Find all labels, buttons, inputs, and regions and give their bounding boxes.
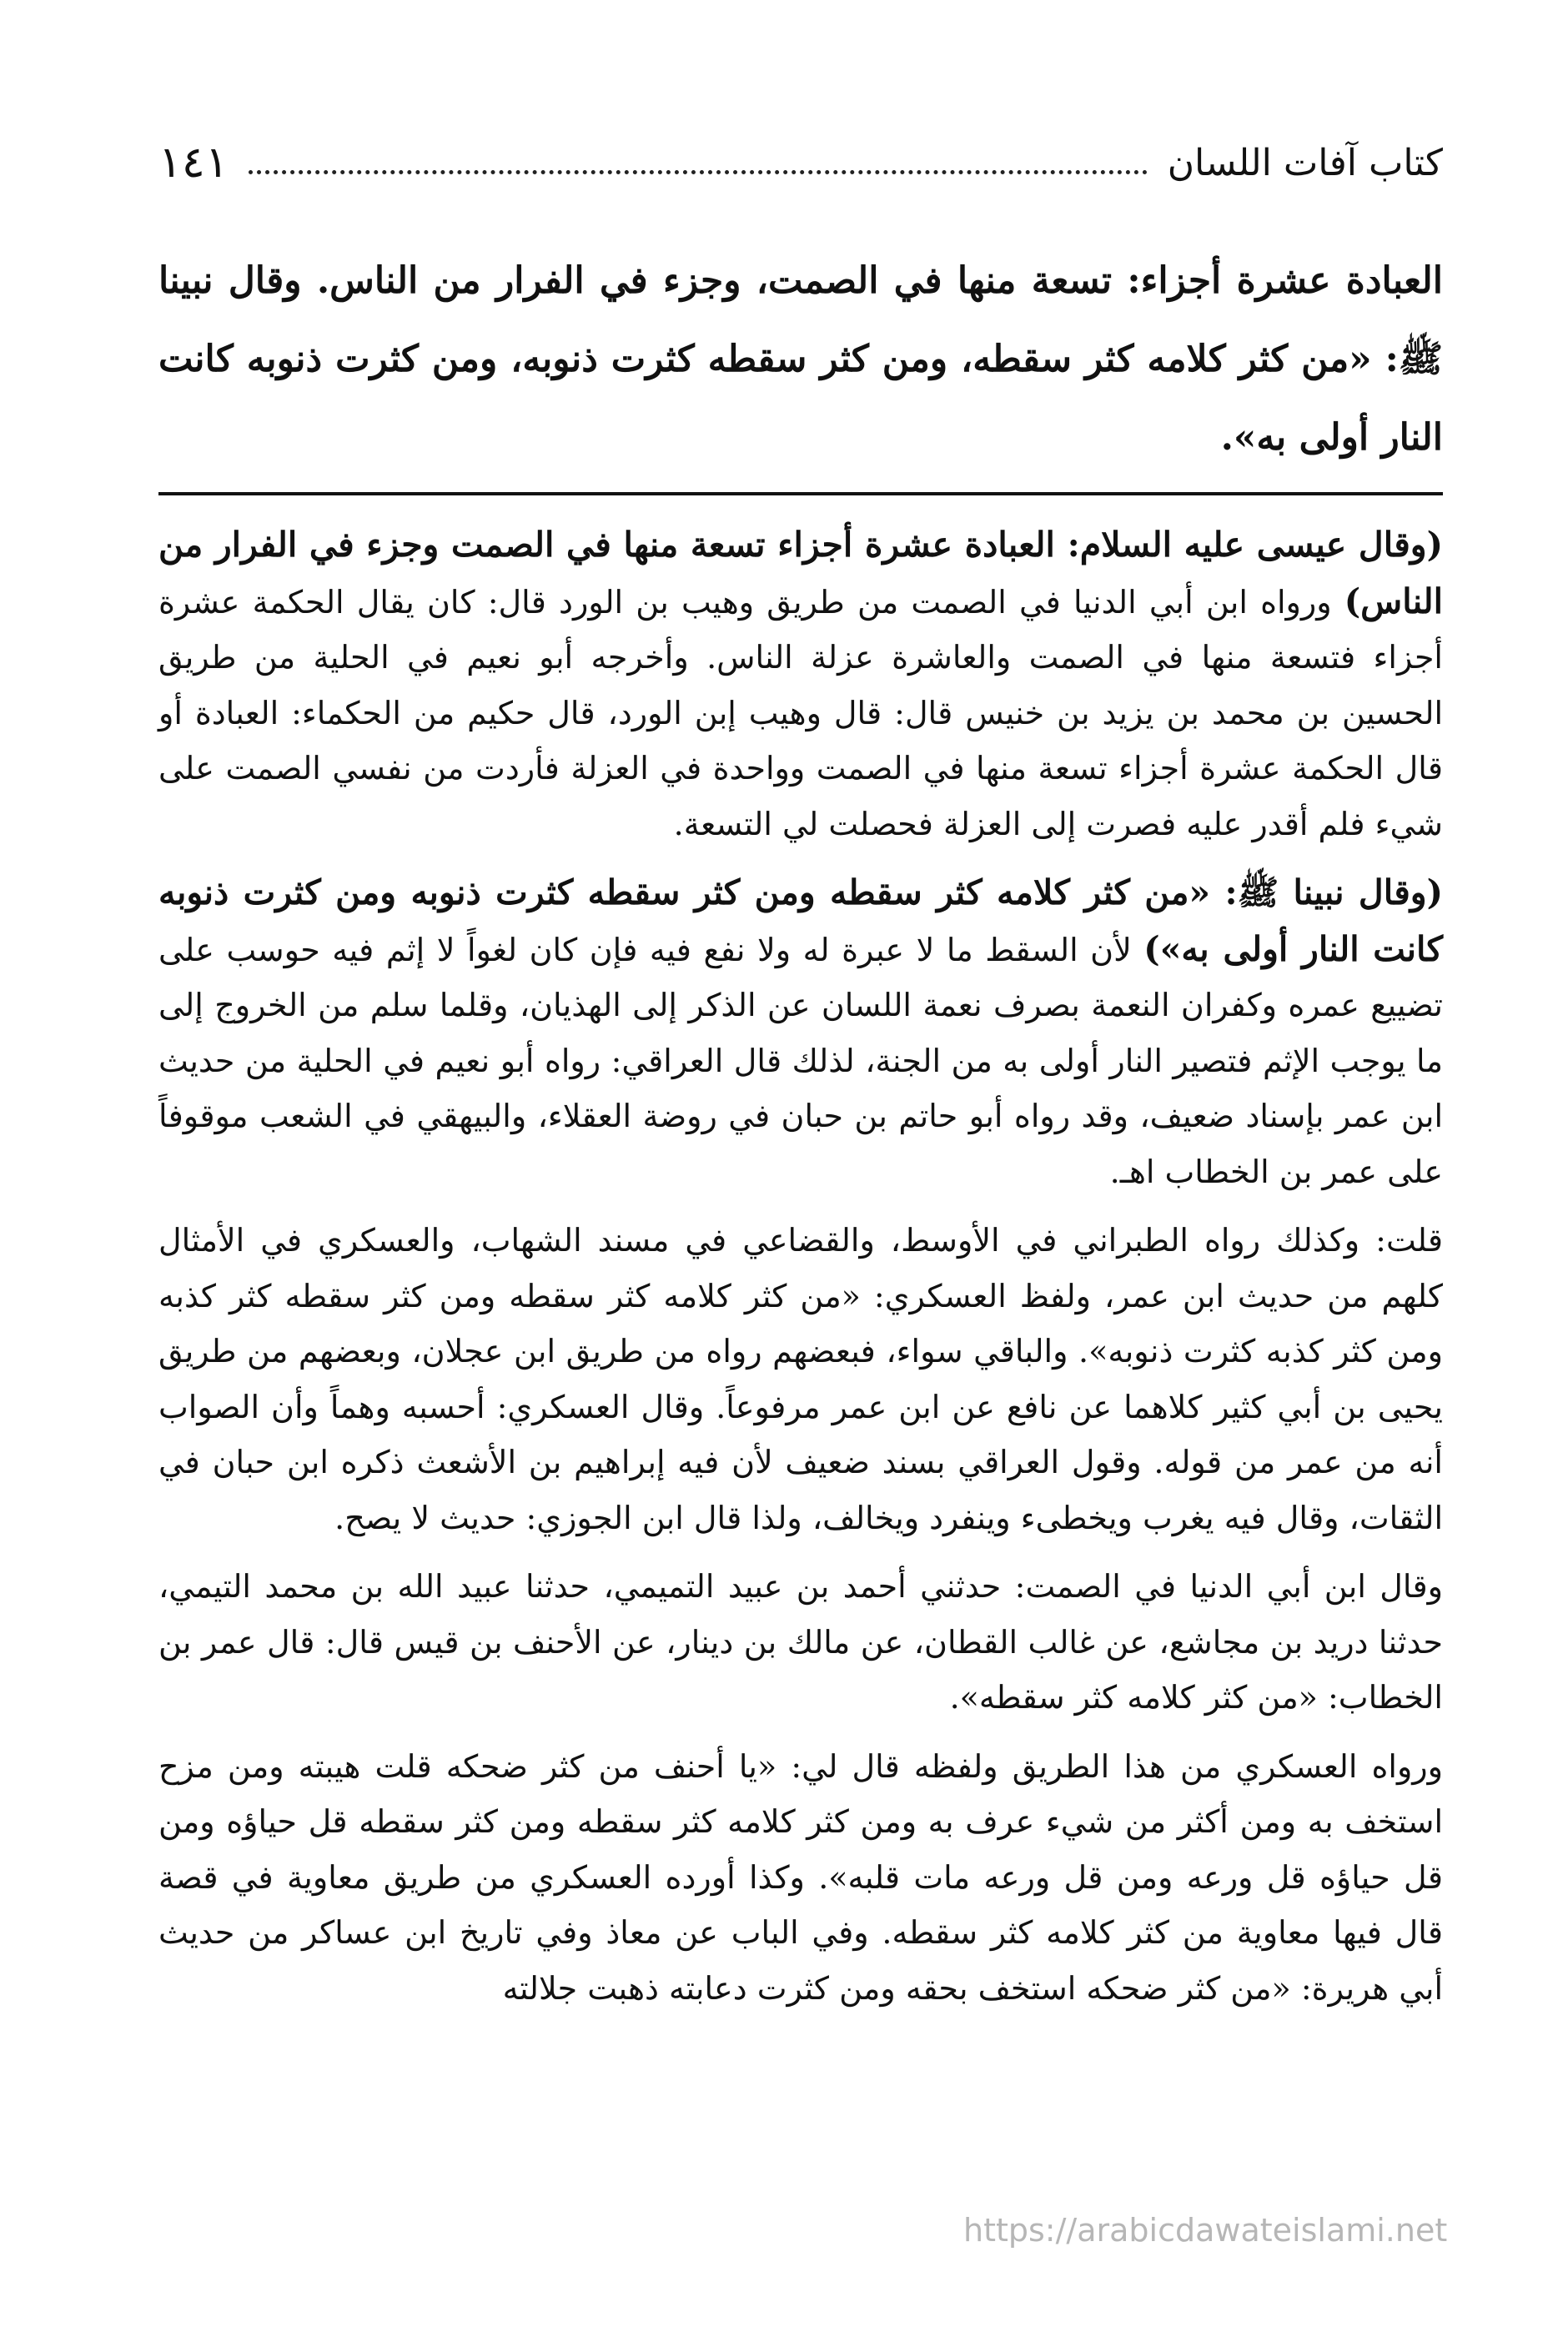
running-title: كتاب آفات اللسان xyxy=(1167,141,1443,184)
running-header xyxy=(158,133,1443,192)
commentary-paragraph: ورواه العسكري من هذا الطريق ولفظه قال لي: «يا أحنف من كثر ضحكه قلت هيبته ومن مزح استخف به ومن أكثر من شيء عرف به ومن كثر كلامه كثر سقطه ومن كثر سقطه قل حياؤه ومن قل حياؤه قل ورعه ومن قل ورعه مات قلبه». وكذا أورده العسكري من طريق معاوية في قصة قال فيها معاوية من كثر كلامه كثر سقطه. وفي الباب عن معاذ وفي تاريخ ابن عساكر من حديث أبي هريرة: «من كثر ضحكه استخف بحقه ومن كثرت دعابته ذهبت جلالته xyxy=(158,1747,1443,2007)
book-page xyxy=(158,117,1443,2319)
commentary xyxy=(158,517,1443,2029)
commentary-paragraph xyxy=(158,865,1443,1199)
main-text: العبادة عشرة أجزاء: تسعة منها في الصمت، وجزء في الفرار من الناس. وقال نبينا ﷺ: «من كثر كلامه كثر سقطه، ومن كثر سقطه كثرت ذنوبه، ومن كثرت ذنوبه كانت النار أولى به». xyxy=(158,259,1443,459)
separator-rule xyxy=(158,492,1443,495)
commentary-text: لأن السقط ما لا عبرة له ولا نفع فيه فإن كان لغواً لا إثم فيه حوسب على تضييع عمره وكفران النعمة بصرف نعمة اللسان عن الذكر إلى الهذيان، وقلما سلم من الخروج إلى ما يوجب الإثم فتصير النار أولى به من الجنة، لذلك قال العراقي: رواه أبو نعيم في الحلية من حديث ابن عمر بإسناد ضعيف، وقد رواه أبو حاتم بن حبان في روضة العقلاء، والبيهقي في الشعب موقوفاً على عمر بن الخطاب اهـ. xyxy=(158,931,1443,1190)
header-dot-leader xyxy=(249,152,1148,174)
quoted-text: (وقال عيسى عليه السلام: العبادة عشرة أجزاء تسعة منها في الصمت وجزء في الفرار من الناس) xyxy=(158,525,1443,621)
commentary-paragraph: وقال ابن أبي الدنيا في الصمت: حدثني أحمد بن عبيد التميمي، حدثنا عبيد الله بن محمد التيمي، حدثنا دريد بن مجاشع، عن غالب القطان، عن مالك بن دينار، عن الأحنف بن قيس قال: قال عمر بن الخطاب: «من كثر كلامه كثر سقطه». xyxy=(158,1568,1443,1716)
watermark-url: https://arabicdawateislami.net xyxy=(963,2212,1448,2249)
commentary-paragraph xyxy=(158,517,1443,852)
commentary-paragraph: قلت: وكذلك رواه الطبراني في الأوسط، والقضاعي في مسند الشهاب، والعسكري في الأمثال كلهم من حديث ابن عمر، ولفظ العسكري: «من كثر كلامه كثر سقطه ومن كثر سقطه كثر كذبه ومن كثر كذبه كثرت ذنوبه». والباقي سواء، فبعضهم رواه من طريق ابن عجلان، وبعضهم من طريق يحيى بن أبي كثير كلاهما عن نافع عن ابن عمر مرفوعاً. وقال العسكري: أحسبه وهماً وأن الصواب أنه من عمر من قوله. وقول العراقي بسند ضعيف لأن فيه إبراهيم بن الأشعث ذكره ابن حبان في الثقات، وقال فيه يغرب ويخطىء وينفرد ويخالف، ولذا قال ابن الجوزي: حديث لا يصح. xyxy=(158,1222,1443,1536)
page-number: ١٤١ xyxy=(158,138,229,188)
commentary-text: ورواه ابن أبي الدنيا في الصمت من طريق وهيب بن الورد قال: كان يقال الحكمة عشرة أجزاء فتسعة منها في الصمت والعاشرة عزلة الناس. وأخرجه أبو نعيم في الحلية من طريق الحسين بن محمد بن يزيد بن خنيس قال: قال وهيب إبن الورد، قال حكيم من الحكماء: العبادة أو قال الحكمة عشرة أجزاء تسعة منها في الصمت وواحدة في العزلة فأردت من نفسي الصمت على شيء فلم أقدر عليه فصرت إلى العزلة فحصلت لي التسعة. xyxy=(158,583,1443,842)
quoted-text: (وقال نبينا ﷺ: «من كثر كلامه كثر سقطه ومن كثر سقطه كثرت ذنوبه ومن كثرت ذنوبه كانت النار أولى به») xyxy=(158,872,1443,969)
